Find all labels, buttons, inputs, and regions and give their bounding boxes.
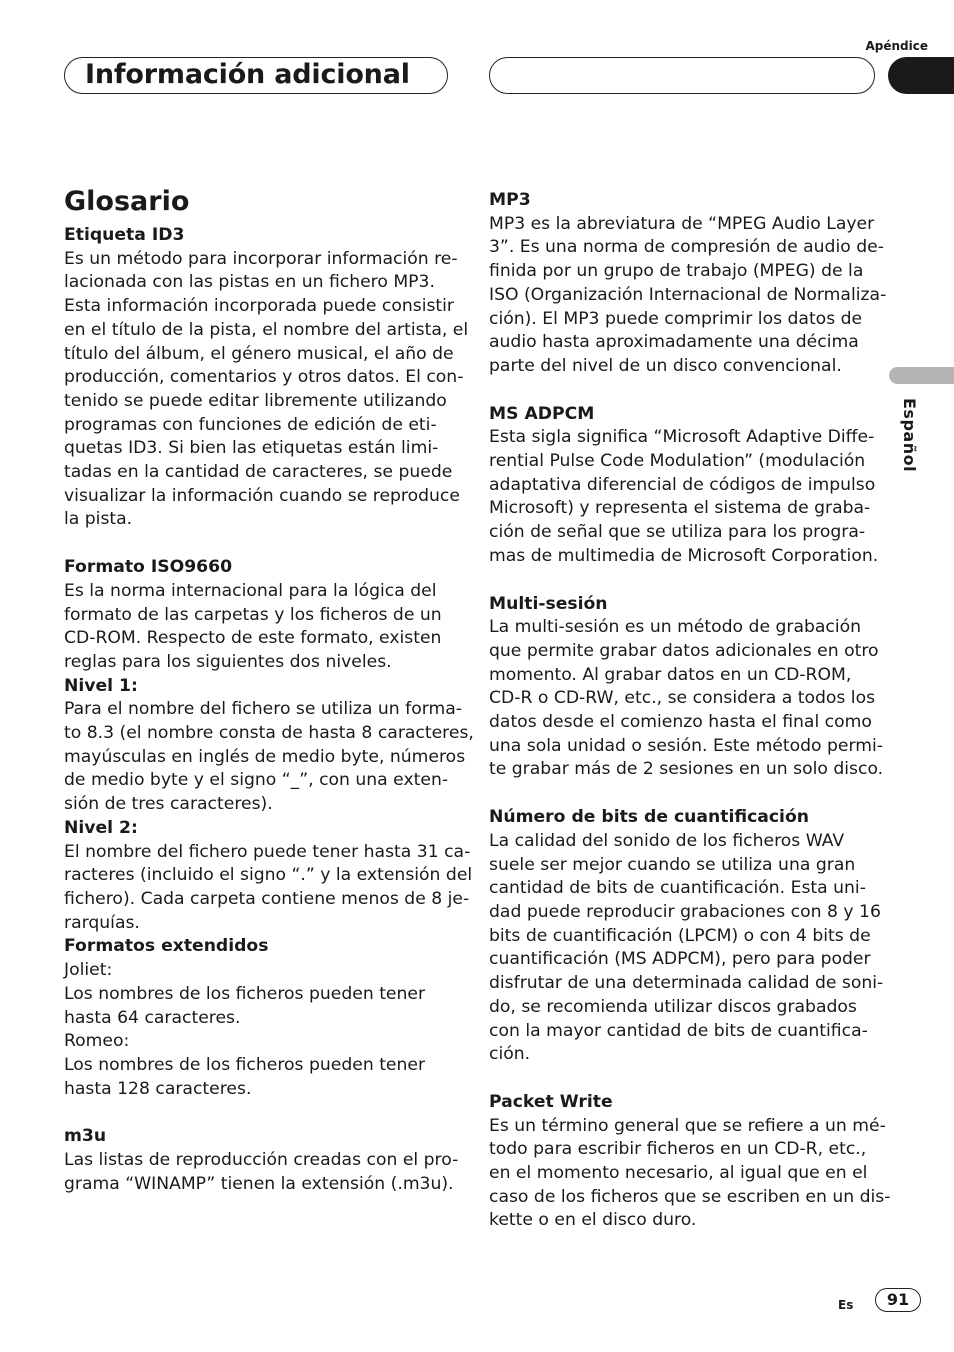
- text-line: Las listas de reproducción creadas con el pro-: [64, 1150, 459, 1171]
- text-line: sión de tres caracteres).: [64, 794, 273, 815]
- definition-mp3: [489, 213, 887, 379]
- footer-lang-code: Es: [838, 1298, 854, 1312]
- text-line: finida por un grupo de trabajo (MPEG) de la: [489, 261, 864, 282]
- definition-m3u: [64, 1149, 459, 1196]
- text-line: rential Pulse Code Modulation” (modulación: [489, 451, 866, 472]
- text-line: en el momento necesario, al igual que en el: [489, 1163, 868, 1184]
- term-m3u: m3u: [64, 1126, 107, 1147]
- term-level2: Nivel 2:: [64, 817, 138, 838]
- text-line: producción, comentarios y otros datos. El con-: [64, 367, 464, 388]
- definition-extended-formats: [64, 959, 456, 1101]
- text-line: Esta información incorporada puede consistir: [64, 296, 454, 317]
- page-number: 91: [875, 1288, 921, 1312]
- text-line: grama “WINAMP” tienen la extensión (.m3u).: [64, 1173, 454, 1194]
- term-packet-write: Packet Write: [489, 1091, 613, 1112]
- term-iso9660: Formato ISO9660: [64, 557, 233, 578]
- header-empty-box: [489, 57, 875, 94]
- text-line: do, se recomienda utilizar discos grabados: [489, 996, 857, 1017]
- text-line: tadas en la cantidad de caracteres, se puede: [64, 462, 453, 483]
- text-line: suele ser mejor cuando se utiliza una gran: [489, 854, 856, 875]
- text-line: Es un método para incorporar información re-: [64, 248, 458, 269]
- text-line: título del álbum, el género musical, el año de: [64, 343, 454, 364]
- page-title: Glosario: [64, 186, 190, 217]
- text-line: lacionada con las pistas en un fichero MP3.: [64, 272, 435, 293]
- text-line: datos desde el comienzo hasta el final como: [489, 712, 872, 733]
- definition-packet-write: [489, 1115, 891, 1234]
- text-line: to 8.3 (el nombre consta de hasta 8 caracteres,: [64, 723, 474, 744]
- term-id3: Etiqueta ID3: [64, 225, 185, 245]
- text-line: Para el nombre del fichero se utiliza un forma-: [64, 699, 462, 720]
- text-line: CD-ROM. Respecto de este formato, existen: [64, 628, 442, 649]
- text-line: ción de señal que se utiliza para los progra-: [489, 522, 866, 543]
- definition-level2: [64, 841, 473, 936]
- text-line: cantidad de bits de cuantificación. Esta uni-: [489, 878, 866, 899]
- text-line: Los nombres de los ficheros pueden tener: [64, 1054, 426, 1075]
- text-line: Romeo:: [64, 1031, 130, 1052]
- text-line: Es un término general que se refiere a un mé-: [489, 1115, 886, 1136]
- text-line: momento. Al grabar datos en un CD-ROM,: [489, 664, 852, 685]
- text-line: CD-R o CD-RW, etc., se considera a todos los: [489, 688, 876, 709]
- text-line: fichero). Cada carpeta contiene menos de 8 je-: [64, 888, 470, 909]
- text-line: Microsoft) y representa el sistema de graba-: [489, 498, 871, 519]
- definition-ms-adpcm: [489, 426, 881, 568]
- text-line: Los nombres de los ficheros pueden tener: [64, 983, 426, 1004]
- definition-multisession: [489, 616, 884, 782]
- text-line: visualizar la información cuando se reproduce: [64, 485, 460, 506]
- text-line: mas de multimedia de Microsoft Corporation.: [489, 545, 879, 566]
- definition-level1: [64, 698, 474, 817]
- text-line: hasta 128 caracteres.: [64, 1078, 252, 1099]
- text-line: racteres (incluido el signo “.” y la extensión del: [64, 865, 473, 886]
- text-line: Joliet:: [64, 960, 113, 981]
- text-line: mayúsculas en inglés de medio byte, números: [64, 746, 466, 767]
- text-line: te grabar más de 2 sesiones en un solo disco.: [489, 759, 884, 780]
- text-line: kette o en el disco duro.: [489, 1210, 697, 1231]
- right-column: [489, 189, 891, 1233]
- text-line: que permite grabar datos adicionales en otro: [489, 640, 879, 661]
- text-line: de medio byte y el signo “_”, con una exten-: [64, 770, 449, 791]
- term-extended-formats: Formatos extendidos: [64, 936, 269, 957]
- header-chapter-tab: [888, 57, 954, 94]
- text-line: con la mayor cantidad de bits de cuantifica-: [489, 1020, 868, 1041]
- text-line: bits de cuantificación (LPCM) o con 4 bits de: [489, 925, 871, 946]
- definition-quantization-bits: [489, 830, 884, 1067]
- text-line: cuantificación (MS ADPCM), pero para poder: [489, 949, 871, 970]
- term-multisession: Multi-sesión: [489, 593, 608, 614]
- text-line: programas con funciones de edición de eti-: [64, 414, 437, 435]
- text-line: audio hasta aproximadamente una décima: [489, 332, 859, 353]
- text-line: todo para escribir ficheros en un CD-R, etc.,: [489, 1139, 867, 1160]
- text-line: ISO (Organización Internacional de Normaliza-: [489, 284, 887, 305]
- text-line: La calidad del sonido de los ficheros WAV: [489, 830, 845, 851]
- term-level1: Nivel 1:: [64, 675, 138, 696]
- text-line: tenido se puede editar libremente utilizando: [64, 390, 447, 411]
- chapter-label: Apéndice: [865, 39, 928, 53]
- text-line: parte del nivel de un disco convencional.: [489, 355, 842, 376]
- language-label: Español: [900, 398, 919, 473]
- text-line: quetas ID3. Si bien las etiquetas están limi-: [64, 438, 439, 459]
- text-line: La multi-sesión es un método de grabación: [489, 617, 862, 638]
- language-tab: [889, 367, 954, 384]
- text-line: MP3 es la abreviatura de “MPEG Audio Layer: [489, 213, 875, 234]
- left-column: [64, 186, 474, 1196]
- term-quantization-bits: Número de bits de cuantificación: [489, 807, 809, 828]
- text-line: dad puede reproducir grabaciones con 8 y 16: [489, 901, 881, 922]
- text-line: reglas para los siguientes dos niveles.: [64, 651, 392, 672]
- text-line: la pista.: [64, 509, 133, 530]
- text-line: ción). El MP3 puede comprimir los datos de: [489, 308, 863, 329]
- text-line: Es la norma internacional para la lógica del: [64, 580, 437, 601]
- text-line: rarquías.: [64, 912, 140, 933]
- text-line: en el título de la pista, el nombre del artista, el: [64, 319, 469, 340]
- text-line: disfrutar de una determinada calidad de soni-: [489, 973, 884, 994]
- term-ms-adpcm: MS ADPCM: [489, 403, 595, 424]
- text-line: una sola unidad o sesión. Este método permi-: [489, 735, 883, 756]
- text-line: 3”. Es una norma de compresión de audio de-: [489, 237, 884, 258]
- text-line: El nombre del fichero puede tener hasta 31 ca-: [64, 841, 471, 862]
- section-title: Información adicional: [85, 59, 410, 90]
- text-line: hasta 64 caracteres.: [64, 1007, 241, 1028]
- section-header: [64, 57, 448, 94]
- text-line: caso de los ficheros que se escriben en un dis-: [489, 1186, 891, 1207]
- text-line: ción.: [489, 1044, 531, 1065]
- text-line: Esta sigla significa “Microsoft Adaptive Diffe-: [489, 427, 875, 448]
- term-mp3: MP3: [489, 190, 531, 210]
- definition-id3: [64, 248, 469, 532]
- definition-iso9660: [64, 580, 456, 675]
- text-line: formato de las carpetas y los ficheros de un: [64, 604, 442, 625]
- text-line: adaptativa diferencial de códigos de impulso: [489, 474, 876, 495]
